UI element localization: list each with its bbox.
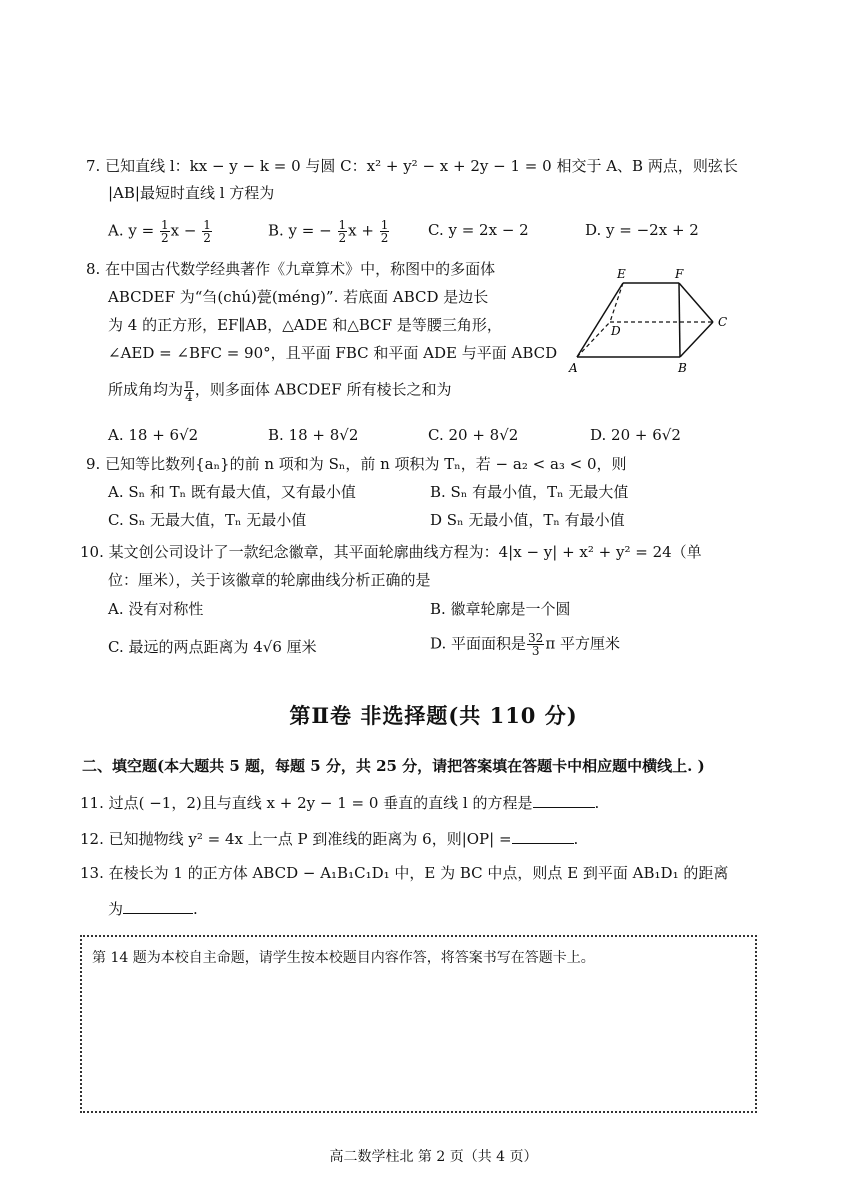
q8-stem-line2: ABCDEF 为“刍(chú)甍(méng)”. 若底面 ABCD 是边长: [108, 288, 489, 306]
label-c: C: [718, 315, 728, 329]
q7-a-frac2: $\frac{1}{2}$: [203, 218, 211, 245]
q11-stem: 11. 过点( −1，2)且与直线 x + 2y − 1 = 0 垂直的直线 l 的方程是 .: [80, 794, 600, 812]
q9-option-d[interactable]: D Sₙ 无最小值，Tₙ 有最小值: [430, 511, 625, 529]
q7-option-d[interactable]: D. y = −2x + 2: [585, 221, 699, 239]
q7-option-c[interactable]: C. y = 2x − 2: [428, 221, 529, 239]
label-e: E: [617, 267, 626, 281]
q8-option-c[interactable]: C. 20 + 8√2: [428, 426, 519, 444]
fill-in-heading: 二、填空题(本大题共 5 题，每题 5 分，共 25 分，请把答案填在答题卡中相应题中横线上. ): [82, 757, 705, 775]
q8-stem-line1: 8. 在中国古代数学经典著作《九章算术》中，称图中的多面体: [86, 260, 496, 278]
q10-option-b[interactable]: B. 徽章轮廓是一个圆: [430, 600, 571, 618]
q11-answer-blank[interactable]: [533, 793, 595, 808]
q7-a-frac1: $\frac{1}{2}$: [160, 218, 169, 245]
q8-stem-line5: 所成角均为 $\frac{\pi}{4}$ ，则多面体 ABCDEF 所有棱长之和为: [108, 377, 452, 404]
q14-note-box: [80, 935, 757, 1113]
q9-option-c[interactable]: C. Sₙ 无最大值，Tₙ 无最小值: [108, 511, 307, 529]
q14-note-text: 第 14 题为本校自主命题，请学生按本校题目内容作答，将答案书写在答题卡上。: [92, 950, 595, 966]
q10-option-d[interactable]: D. 平面面积是 $\frac{32}{3}$ π 平方厘米: [430, 631, 620, 658]
q8-option-b[interactable]: B. 18 + 8√2: [268, 426, 359, 444]
q8-option-d[interactable]: D. 20 + 6√2: [590, 426, 681, 444]
q13-stem-line2: 为 .: [108, 900, 198, 918]
q7-option-a[interactable]: A. y = $\frac{1}{2}$ x − $\frac{1}{2}$: [108, 218, 211, 245]
q10-stem-line1: 10. 某文创公司设计了一款纪念徽章，其平面轮廓曲线方程为：4|x − y| + x² + y² = 24（单: [80, 543, 702, 561]
label-b: B: [678, 361, 687, 375]
q7-option-b[interactable]: B. y = − $\frac{1}{2}$ x + $\frac{1}{2}$: [268, 218, 389, 245]
q7-b-frac2: $\frac{1}{2}$: [380, 218, 389, 245]
label-a: A: [569, 361, 578, 375]
q12-answer-blank[interactable]: [512, 829, 574, 844]
q7-stem-line1: 7. 已知直线 l：kx − y − k = 0 与圆 C：x² + y² − x + 2y − 1 = 0 相交于 A、B 两点，则弦长: [86, 157, 738, 175]
section-title: 第Ⅱ卷 非选择题(共 110 分): [289, 703, 578, 728]
q10-option-a[interactable]: A. 没有对称性: [108, 600, 204, 618]
q8-stem-line4: ∠AED = ∠BFC = 90°，且平面 FBC 和平面 ADE 与平面 ABCD: [108, 344, 558, 362]
q10-stem-line2: 位：厘米），关于该徽章的轮廓曲线分析正确的是: [108, 571, 431, 589]
q8-angle-frac: $\frac{\pi}{4}$: [185, 377, 193, 404]
q9-option-a[interactable]: A. Sₙ 和 Tₙ 既有最大值，又有最小值: [108, 483, 356, 501]
page-footer: 高二数学柱北 第 2 页（共 4 页）: [329, 1149, 538, 1165]
q12-stem: 12. 已知抛物线 y² = 4x 上一点 P 到准线的距离为 6，则|OP| = .: [80, 830, 579, 848]
q8-stem-line3: 为 4 的正方形，EF∥AB，△ADE 和△BCF 是等腰三角形，: [108, 316, 502, 334]
q13-stem-line1: 13. 在棱长为 1 的正方体 ABCD − A₁B₁C₁D₁ 中，E 为 BC 中点，则点 E 到平面 AB₁D₁ 的距离: [80, 864, 729, 882]
q10-option-c[interactable]: C. 最远的两点距离为 4√6 厘米: [108, 638, 317, 656]
q9-option-b[interactable]: B. Sₙ 有最小值，Tₙ 无最大值: [430, 483, 629, 501]
label-d: D: [611, 324, 621, 338]
q13-answer-blank[interactable]: [123, 899, 193, 914]
q10-d-frac: $\frac{32}{3}$: [528, 631, 544, 658]
q9-stem: 9. 已知等比数列{aₙ}的前 n 项和为 Sₙ，前 n 项积为 Tₙ，若 − a₂ < a₃ < 0，则: [86, 455, 627, 473]
q7-b-frac1: $\frac{1}{2}$: [338, 218, 347, 245]
label-f: F: [675, 267, 684, 281]
q8-option-a[interactable]: A. 18 + 6√2: [108, 426, 199, 444]
polyhedron-figure: [565, 262, 735, 377]
q7-stem-line2: |AB|最短时直线 l 方程为: [108, 184, 275, 202]
